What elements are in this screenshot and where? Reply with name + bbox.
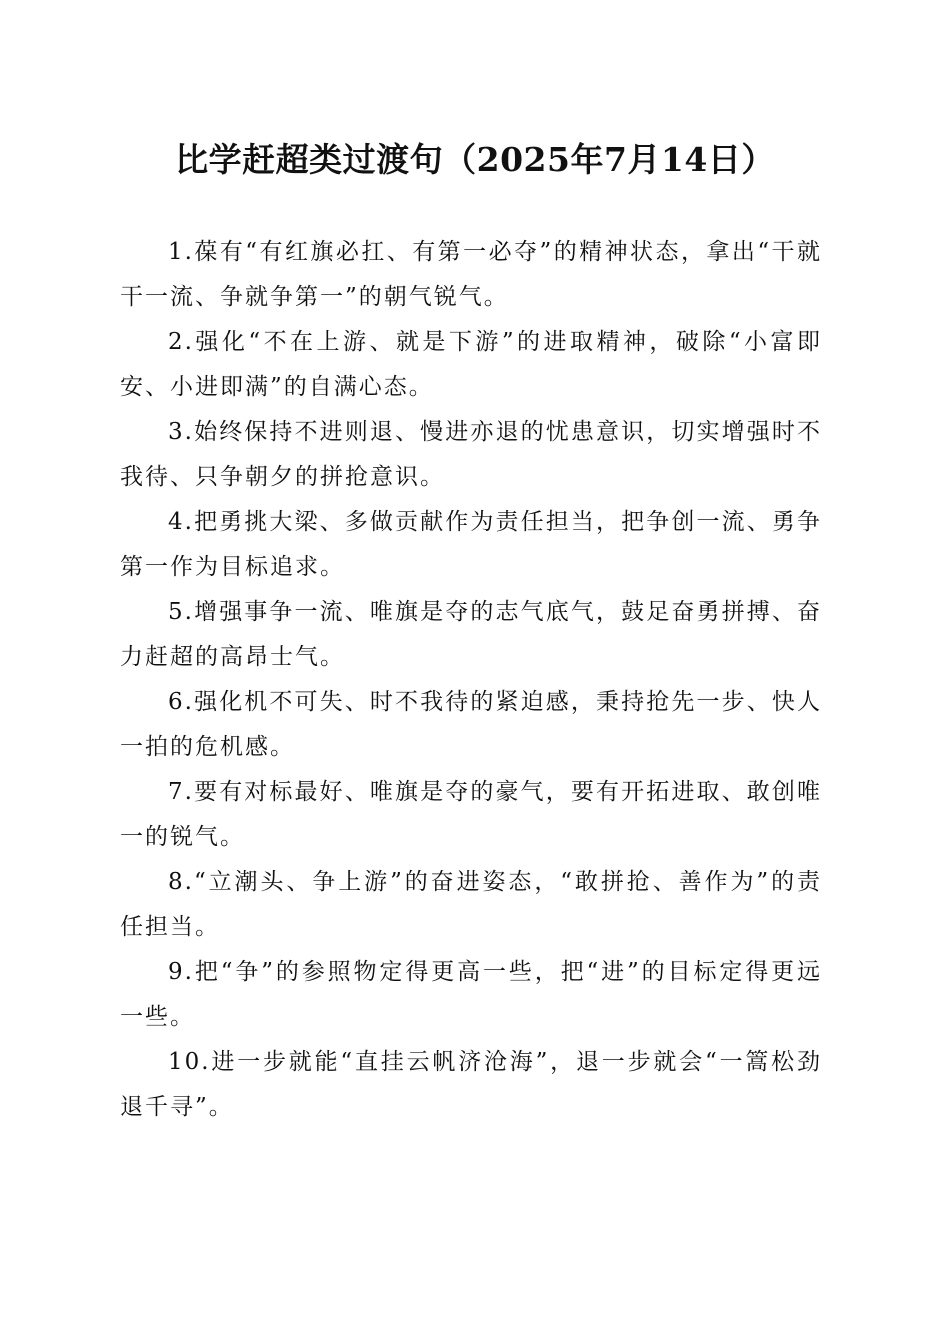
list-item: 9.把“争”的参照物定得更高一些，把“进”的目标定得更远一些。 bbox=[120, 959, 822, 1030]
list-item: 3.始终保持不进则退、慢进亦退的忧患意识，切实增强时不我待、只争朝夕的拼抢意识。 bbox=[120, 419, 822, 490]
list-item: 4.把勇挑大梁、多做贡献作为责任担当，把争创一流、勇争第一作为目标追求。 bbox=[120, 509, 822, 580]
document-title: 比学赶超类过渡句（2025年7月14日） bbox=[175, 140, 775, 179]
document-body bbox=[120, 230, 822, 1130]
list-item: 7.要有对标最好、唯旗是夺的豪气，要有开拓进取、敢创唯一的锐气。 bbox=[120, 779, 822, 850]
list-item: 10.进一步就能“直挂云帆济沧海”，退一步就会“一篙松劲退千寻”。 bbox=[120, 1049, 822, 1120]
list-item: 1.葆有“有红旗必扛、有第一必夺”的精神状态，拿出“干就干一流、争就争第一”的朝气锐气。 bbox=[120, 239, 822, 310]
list-item: 6.强化机不可失、时不我待的紧迫感，秉持抢先一步、快人一拍的危机感。 bbox=[120, 689, 822, 760]
list-item: 5.增强事争一流、唯旗是夺的志气底气，鼓足奋勇拼搏、奋力赶超的高昂士气。 bbox=[120, 599, 822, 670]
list-item: 8.“立潮头、争上游”的奋进姿态，“敢拼抢、善作为”的责任担当。 bbox=[120, 869, 822, 940]
list-item: 2.强化“不在上游、就是下游”的进取精神，破除“小富即安、小进即满”的自满心态。 bbox=[120, 329, 822, 400]
